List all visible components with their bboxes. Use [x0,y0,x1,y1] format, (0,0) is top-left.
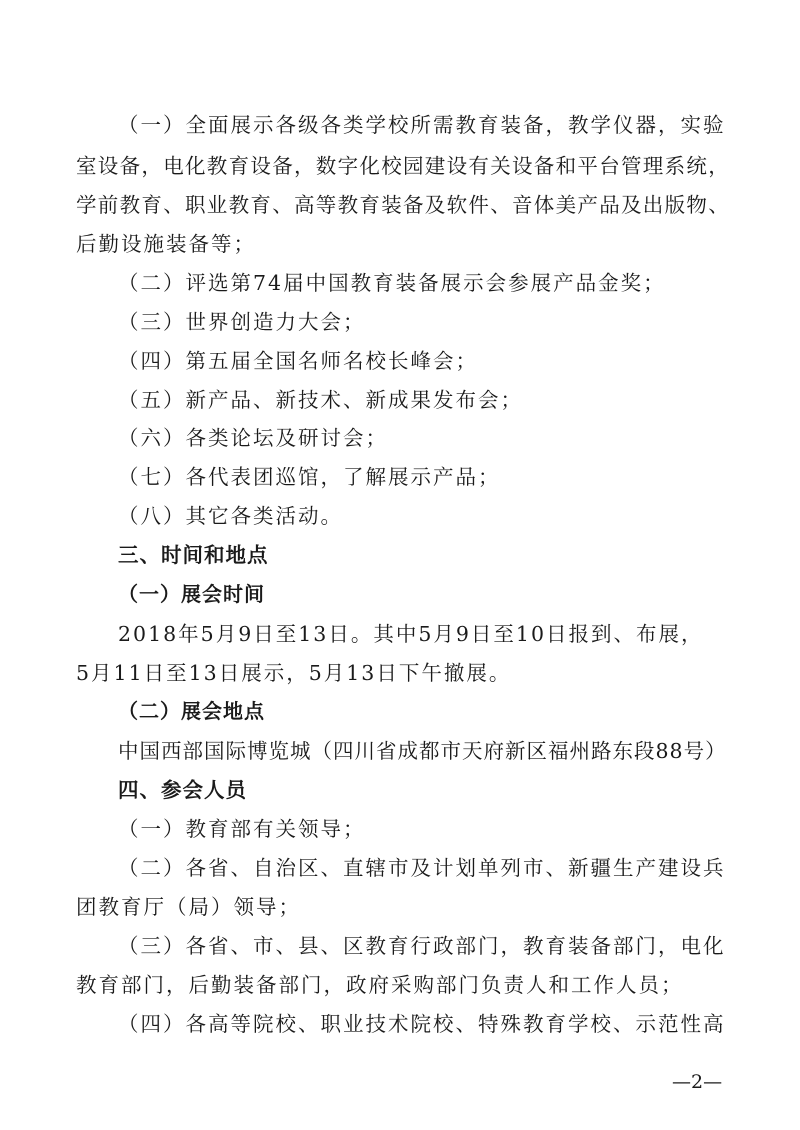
subsection-heading: （二）展会地点 [118,699,265,723]
text-line: 室设备，电化教育设备，数字化校园建设有关设备和平台管理系统， [76,154,730,178]
text-line: 团教育厅（局）领导； [76,895,301,919]
text-line: （七）各代表团巡馆，了解展示产品； [118,465,501,489]
text-line: （六）各类论坛及研讨会； [118,426,388,450]
page-number: —2— [672,1071,723,1093]
text-line: （四）第五届全国名师名校长峰会； [118,349,478,373]
text-line: （三）世界创造力大会； [118,310,366,334]
subsection-heading: （一）展会时间 [118,582,265,606]
text-line: （三）各省、市、县、区教育行政部门，教育装备部门，电化 [118,934,726,958]
text-line: （二）各省、自治区、直辖市及计划单列市、新疆生产建设兵 [118,856,726,880]
text-line: （一）全面展示各级各类学校所需教育装备，教学仪器，实验 [118,113,726,137]
text-line: 5月11日至13日展示，5月13日下午撤展。 [76,661,512,685]
text-line: 中国西部国际博览城（四川省成都市天府新区福州路东段88号） [118,739,727,763]
text-line: （一）教育部有关领导； [118,817,366,841]
text-line: （八）其它各类活动。 [118,504,343,528]
text-line: （二）评选第74届中国教育装备展示会参展产品金奖； [118,271,666,295]
section-heading: 三、时间和地点 [118,543,269,567]
text-line: （四）各高等院校、职业技术院校、特殊教育学校、示范性高 [118,1012,726,1036]
text-line: 教育部门，后勤装备部门，政府采购部门负责人和工作人员； [76,973,684,997]
text-line: 后勤设施装备等； [76,232,256,256]
text-line: （五）新产品、新技术、新成果发布会； [118,388,523,412]
text-line: 学前教育、职业教育、高等教育装备及软件、音体美产品及出版物、 [76,193,730,217]
section-heading: 四、参会人员 [118,778,247,802]
text-line: 2018年5月9日至13日。其中5月9日至10日报到、布展， [118,622,704,646]
